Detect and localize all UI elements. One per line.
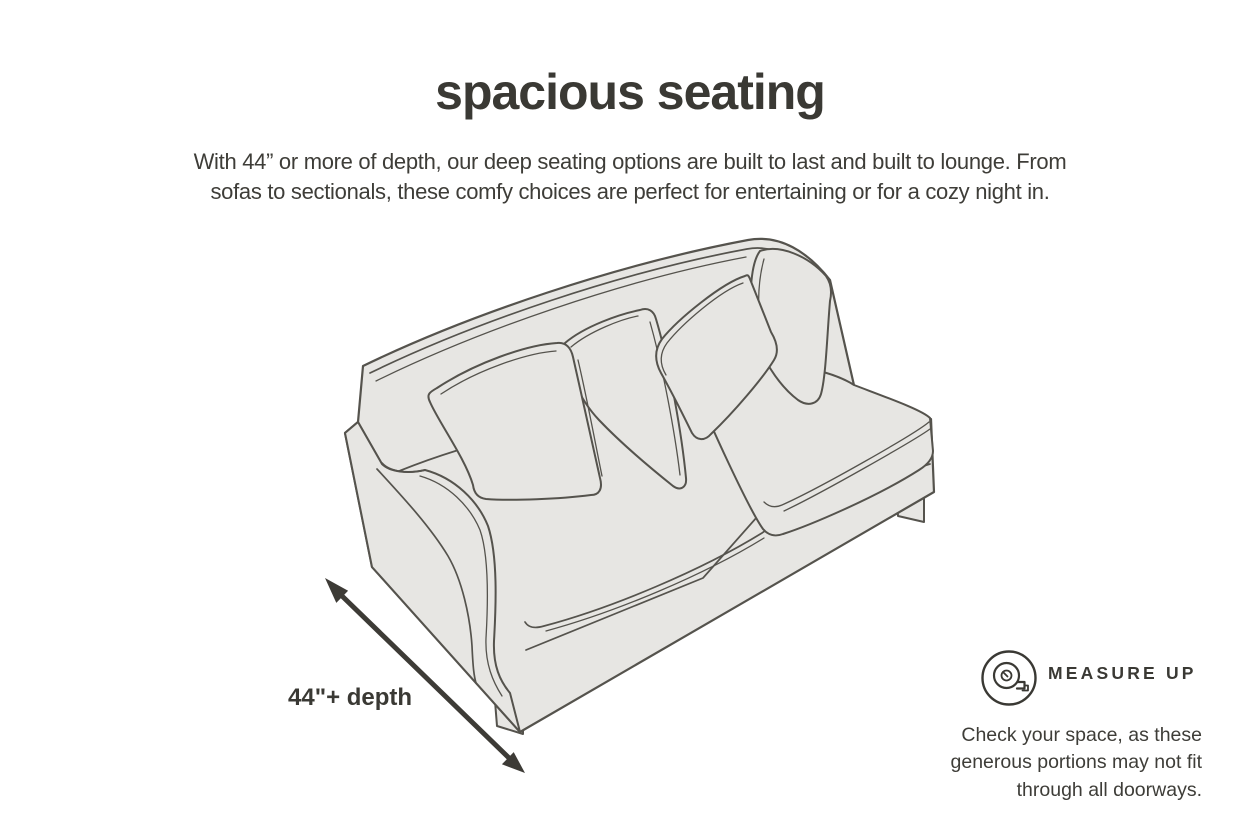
measure-up-heading: MEASURE UP [1048, 663, 1197, 683]
depth-dimension-arrow [295, 555, 545, 795]
page-title: spacious seating [435, 64, 825, 120]
tape-measure-icon-svg [980, 649, 1038, 707]
tape-measure-icon [980, 649, 1038, 707]
depth-dimension-label: 44"+ depth [288, 684, 413, 711]
measure-up-note-line2: generous portions may not fit [950, 751, 1202, 773]
page-description [0, 147, 1260, 207]
page-description-line2: sofas to sectionals, these comfy choices are perfect for entertaining or for a cozy night in. [210, 179, 1050, 204]
page-description-line1: With 44” or more of depth, our deep seating options are built to last and built to lounge. From [193, 149, 1067, 174]
measure-up-note-line3: through all doorways. [1016, 778, 1202, 801]
double-headed-arrow-icon [295, 555, 545, 795]
measure-up-note-line1: Check your space, as these [961, 723, 1202, 746]
measure-up-note [930, 722, 1202, 805]
